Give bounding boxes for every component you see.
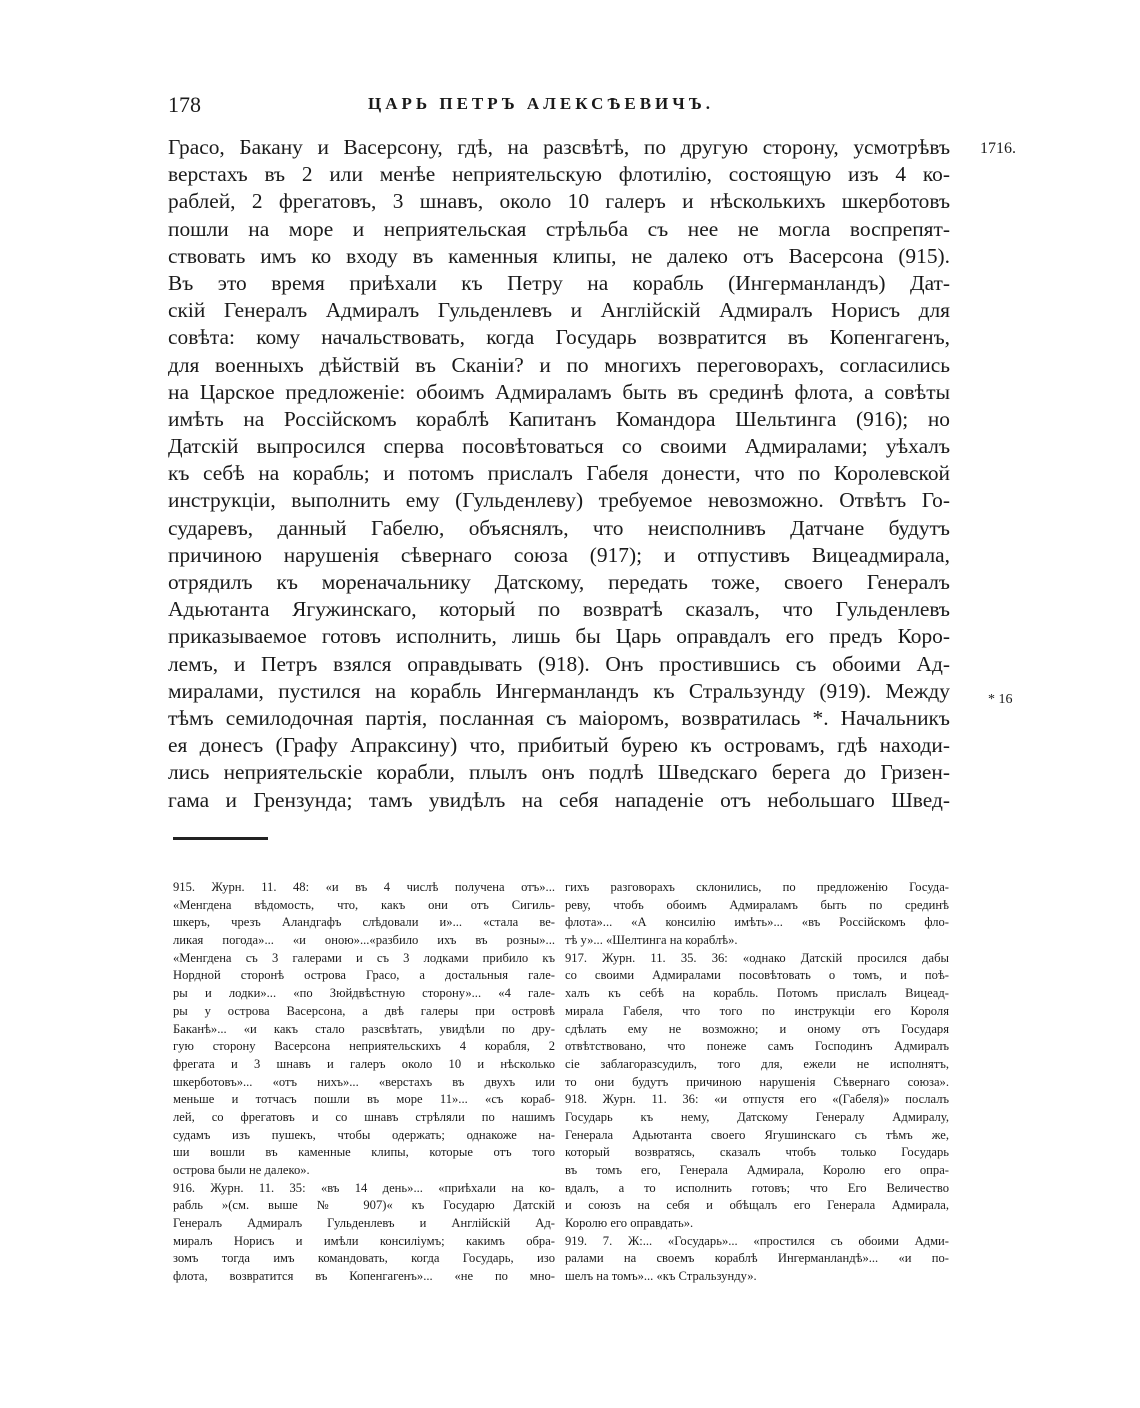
footnotes-left-line: острова были не далеко». (173, 1163, 310, 1177)
main-lines-line: для военныхъ дѣйствій въ Сканіи? и по многихъ переговорахъ, согласились (168, 352, 950, 377)
main-lines-line: ствовать имъ ко входу въ каменныя клипы, не далеко отъ Васерсона (915). (168, 243, 950, 268)
main-lines-line: на Царское предложеніе: обоимъ Адмираламъ быть въ срединѣ флота, а совѣты (168, 379, 950, 404)
footnotes-left-line: лей, со фрегатовъ и со шнавъ стрѣляли по нашимъ (173, 1109, 555, 1124)
main-lines-line: приказываемое готовъ исполнить, лишь бы Царь оправдалъ его предъ Коро- (168, 624, 950, 649)
footnotes-left-line: ликая погода»... «и оною»...«разбило ихъ въ розны»... (173, 933, 555, 948)
footnotes-left-line: рабль »(см. выше № 907)« къ Государю Датскій (173, 1198, 555, 1213)
footnotes-left-line: зомъ тогда имъ командовать, когда Государь, изо (173, 1251, 555, 1266)
main-lines-line: Грасо, Бакану и Васерсону, гдѣ, на разсвѣтѣ, по другую сторону, усмотрѣвъ (168, 135, 950, 159)
footnotes-right-line: Государь къ нему, Датскому Генералу Адмиралу, (565, 1109, 949, 1124)
footnotes-left-line: «Менгдена вѣдомость, что, какъ они отъ Сигиль- (173, 897, 555, 912)
main-lines-line: ея донесъ (Графу Апраксину) что, прибитый бурею къ островамъ, гдѣ находи- (168, 733, 950, 758)
footnotes-right-line: флота»... «А консилію имѣть»... «въ Россійскомъ фло- (565, 915, 949, 930)
footnotes-right-line: Генерала Адьютанта своего Ягушинскаго съ тѣмъ же, (565, 1127, 949, 1142)
main-lines-line: инструкціи, выполнить ему (Гульденлеву) требуемое невозможно. Отвѣтъ Го- (168, 488, 950, 513)
main-lines-line: причиною нарушенія сѣвернаго союза (917); и отпустивъ Вицеадмирала, (168, 542, 950, 567)
footnotes-left-line: судамъ изъ пушекъ, чтобы одержать; однакоже на- (173, 1127, 555, 1142)
footnotes-left-line: ры у острова Васерсона, а двѣ галеры при островѣ (173, 1003, 555, 1018)
main-lines-line: къ себѣ на корабль; и потомъ прислалъ Габеля донести, что по Королевской (168, 461, 950, 486)
main-lines-line: раблей, 2 фрегатовъ, 3 шнавъ, около 10 галеръ и нѣсколькихъ шкерботовъ (168, 189, 950, 214)
footnotes-right-line: 918. Журн. 11. 36: «и отпустя его «(Габеля)» послалъ (565, 1092, 949, 1107)
margin-note-marker: * 16 (988, 692, 1013, 707)
footnotes-left-line: Нордной сторонѣ острова Грасо, а достальныя гале- (173, 968, 555, 983)
footnotes-right-line: со своими Адмиралами посовѣтовать о томъ, и поѣ- (565, 968, 949, 983)
footnotes-left-line: «Менгдена съ 3 галерами и съ 3 лодками прибило къ (173, 950, 555, 965)
main-text-block (168, 134, 950, 814)
footnotes-left-line: шкеръ, чрезъ Аландгафъ слѣдовали и»... «стала ве- (173, 915, 555, 930)
footnotes-right-line: сдѣлать ему не возможно; и оному отъ Государя (565, 1021, 949, 1036)
main-lines-line: Адьютанта Ягужинскаго, который по возвратѣ сказалъ, что Гульденлевъ (168, 597, 950, 622)
footnotes-right-line: гихъ разговорахъ склонились, по предложенію Госуда- (565, 880, 949, 894)
main-lines-line: имѣть на Россійскомъ кораблѣ Капитанъ Командора Шельтинга (916); но (168, 406, 950, 431)
main-lines-line: отрядилъ къ мореначальнику Датскому, передать тоже, своего Генералъ (168, 570, 950, 594)
footnotes-right-line: 917. Журн. 11. 35. 36: «однако Датскій просился дабы (565, 950, 949, 965)
main-lines-line: верстахъ въ 2 или менѣе неприятельскую флотилію, состоящую изъ 4 ко- (168, 162, 950, 187)
footnotes-right-line: то они будутъ причиною нарушенія Сѣвернаго союза». (565, 1074, 949, 1089)
main-lines-line: Въ это время приѣхали къ Петру на корабль (Ингерманландъ) Дат- (168, 270, 950, 295)
footnotes-left-line: 915. Журн. 11. 48: «и въ 4 числѣ получена отъ»... (173, 880, 555, 894)
footnotes-right-line: ралами на своемъ кораблѣ Ингерманландѣ»... «и по- (565, 1251, 949, 1266)
footnotes-right-line: Королю его оправдать». (565, 1216, 694, 1231)
footnotes-left-line: флота, возвратится въ Копенгагенъ»... «не по мно- (173, 1269, 555, 1284)
footnotes-right-line: 919. 7. Ж:... «Государь»... «простился съ обоими Адми- (565, 1233, 949, 1248)
footnote-separator (173, 837, 268, 840)
main-lines-line: сударевъ, данный Габелю, объяснялъ, что неисполнивъ Датчане будутъ (168, 515, 950, 540)
main-lines-line: тѣмъ семилодочная партія, посланная съ маіоромъ, возвратилась *. Начальникъ (168, 705, 950, 730)
footnotes-right-line: въ томъ его, Генерала Адмирала, Королю его опра- (565, 1163, 949, 1177)
footnotes-right-line: тѣ у»... «Шелтинга на кораблѣ». (565, 933, 738, 948)
footnotes-right-line: шелъ на томъ»... «къ Стральзунду». (565, 1269, 757, 1284)
footnotes-left-line: шкерботовъ»... «отъ нихъ»... «верстахъ въ двухъ или (173, 1074, 555, 1089)
page-header (168, 92, 950, 128)
footnotes-left-line: меньше и тотчасъ пошли въ море 11»... «съ кораб- (173, 1092, 555, 1107)
footnotes-left-line: ры и лодки»... «по Зюйдвѣстную сторону»... «4 гале- (173, 986, 555, 1001)
margin-year: 1716. (980, 140, 1016, 157)
footnotes-right-line: отвѣтствовано, что понеже самъ Господинъ Адмиралъ (565, 1039, 949, 1054)
footnotes-left-line: 916. Журн. 11. 35: «въ 14 день»... «приѣхали на ко- (173, 1180, 555, 1195)
footnotes-right-line: сіе заблагоразсудилъ, того для, ежели не исполнятъ, (565, 1056, 949, 1071)
footnotes-left-column (173, 879, 555, 1286)
footnotes-left-line: Баканѣ»... «и какъ стало разсвѣтать, увидѣли по дру- (173, 1021, 555, 1036)
main-lines-line: пошли на море и неприятельская стрѣльба съ нее не могла воспрепят- (168, 216, 950, 241)
main-lines-line: лемъ, и Петръ взялся оправдывать (918). Онъ простившись съ обоими Ад- (168, 651, 950, 676)
running-title: ЦАРЬ ПЕТРЪ АЛЕКСѢЕВИЧЪ. (368, 94, 714, 113)
footnotes-right-line: вдалъ, а то исполнить готовъ; что Его Величество (565, 1180, 949, 1195)
footnotes-right-line: который возвратясь, сказалъ чтобъ только Государь (565, 1145, 949, 1160)
footnotes-left-line: ши вошли въ каменные клипы, которые отъ того (173, 1145, 555, 1160)
footnotes-right-line: и союзъ на себя и обѣщалъ его Генерала Адмирала, (565, 1198, 949, 1213)
footnotes-left-line: фрегата и 3 шнавъ и галеръ около 10 и нѣсколько (173, 1056, 555, 1071)
footnotes-right-line: халъ къ себѣ на корабль. Потомъ прислалъ Вицеад- (565, 986, 949, 1001)
footnotes-right-line: мирала Габеля, что того по инструкціи его Короля (565, 1003, 949, 1018)
footnotes-left-line: миралъ Норисъ и имѣли консиліумъ; какимъ обра- (173, 1233, 555, 1248)
main-lines-line: скій Генералъ Адмиралъ Гульденлевъ и Англійскій Адмиралъ Норисъ для (168, 298, 950, 323)
footnotes-right-line: реву, чтобъ обоимъ Адмираламъ быть по срединѣ (565, 897, 949, 912)
footnotes-left-line: гую сторону Васерсона неприятельскихъ 4 корабля, 2 (173, 1039, 555, 1054)
main-lines-line: гама и Грензунда; тамъ увидѣлъ на себя нападеніе отъ небольшаго Швед- (168, 787, 950, 812)
main-lines-line: совѣта: кому начальствовать, когда Государь возвратится въ Копенгагенъ, (168, 325, 950, 350)
footnotes-left-line: Генералъ Адмиралъ Гульденлевъ и Англійскій Ад- (173, 1216, 555, 1231)
main-lines-line: миралами, пустился на корабль Ингерманландъ къ Стральзунду (919). Между (168, 678, 950, 703)
page-number: 178 (168, 92, 201, 117)
main-lines-line: Датскій выпросился сперва посовѣтоваться со своими Адмиралами; уѣхалъ (168, 434, 950, 459)
footnotes-right-column (565, 879, 949, 1286)
main-lines-line: лись неприятельскіе корабли, плылъ онъ подлѣ Шведскаго берега до Гризен- (168, 760, 950, 785)
